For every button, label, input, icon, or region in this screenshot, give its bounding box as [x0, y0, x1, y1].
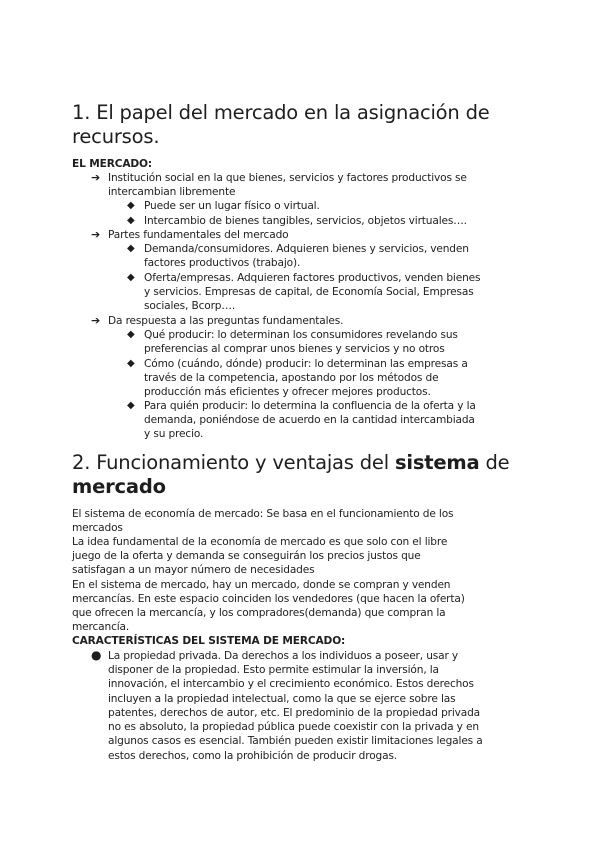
sub-list-item-cont: producción más eficientes y ofrecer mejores productos. [144, 386, 431, 398]
diamond-bullet-icon: ◆ [127, 329, 135, 340]
diamond-bullet-icon: ◆ [127, 272, 135, 283]
sub-list-item-cont: factores productivos (trabajo). [144, 257, 301, 269]
sub-list-item-cont: y su precio. [144, 428, 204, 440]
sub-list-item: Intercambio de bienes tangibles, servicios, objetos virtuales…. [144, 215, 467, 227]
sub-list-item: Demanda/consumidores. Adquieren bienes y servicios, venden [144, 243, 469, 255]
paragraph-line: La idea fundamental de la economía de mercado es que solo con el libre [72, 536, 448, 548]
section1-title: 1. El papel del mercado en la asignación de recursos. [72, 101, 490, 148]
bullet-line: innovación, el intercambio y el crecimiento económico. Estos derechos [108, 678, 474, 690]
list-item: Da respuesta a las preguntas fundamentales. [108, 315, 344, 327]
bullet-line: patentes, derechos de autor, etc. El predominio de la propiedad privada [108, 707, 481, 719]
bullet-line: La propiedad privada. Da derechos a los individuos a poseer, usar y [108, 650, 459, 662]
bullet-line: disponer de la propiedad. Esto permite estimular la inversión, la [108, 664, 439, 676]
sub-list-item-cont: sociales, Bcorp…. [144, 300, 236, 312]
sub-list-item: Qué producir: lo determinan los consumidores revelando sus [144, 329, 458, 341]
paragraph-line: juego de la oferta y demanda se conseguirán los precios justos que [72, 550, 421, 562]
sub-list-item-cont: y servicios. Empresas de capital, de Economía Social, Empresas [144, 286, 474, 298]
arrow-icon: ➔ [91, 314, 101, 327]
paragraph-line: mercados [72, 522, 123, 534]
diamond-bullet-icon: ◆ [127, 243, 135, 254]
paragraph-line: satisfagan a un mayor número de necesidades [72, 564, 315, 576]
sub-list-item: Puede ser un lugar físico o virtual. [144, 200, 320, 212]
arrow-icon: ➔ [91, 228, 101, 241]
diamond-bullet-icon: ◆ [127, 200, 135, 211]
list-item-cont: intercambian libremente [108, 186, 236, 198]
paragraph-line: En el sistema de mercado, hay un mercado, donde se compran y venden [72, 579, 451, 591]
bullet-line: no es absoluto, la propiedad pública puede coexistir con la privada y en [108, 721, 479, 733]
sub-list-item-cont: través de la competencia, apostando por los métodos de [144, 372, 439, 384]
paragraph-line: mercancía. [72, 621, 130, 633]
sub-list-item: Para quién producir: lo determina la confluencia de la oferta y la [144, 400, 476, 412]
arrow-icon: ➔ [91, 171, 101, 184]
list-item: Institución social en la que bienes, servicios y factores productivos se [108, 172, 467, 184]
sub-list-item-cont: demanda, poniéndose de acuerdo en la cantidad intercambiada [144, 414, 475, 426]
paragraph-line: que ofrecen la mercancía, y los compradores(demanda) que compran la [72, 607, 446, 619]
section1-label: EL MERCADO: [72, 158, 152, 170]
bullet-line: algunos casos es esencial. También pueden existir limitaciones legales a [108, 735, 483, 747]
bullet-line: incluyen a la propiedad intelectual, como la que se ejerce sobre las [108, 693, 456, 705]
diamond-bullet-icon: ◆ [127, 400, 135, 411]
sub-list-item-cont: preferencias al comprar unos bienes y servicios y no otros [144, 343, 445, 355]
section2-title: 2. Funcionamiento y ventajas del sistema de mercado [72, 451, 510, 498]
sub-list-item: Oferta/empresas. Adquieren factores productivos, venden bienes [144, 272, 481, 284]
bullet-icon: ● [91, 648, 102, 662]
list-item: Partes fundamentales del mercado [108, 229, 289, 241]
diamond-bullet-icon: ◆ [127, 215, 135, 226]
sub-list-item: Cómo (cuándo, dónde) producir: lo determinan las empresas a [144, 358, 468, 370]
paragraph-line: mercancías. En este espacio coinciden los vendedores (que hacen la oferta) [72, 593, 465, 605]
paragraph-line: El sistema de economía de mercado: Se basa en el funcionamiento de los [72, 508, 454, 520]
bullet-line: estos derechos, como la prohibición de producir drogas. [108, 750, 398, 762]
section2-label: CARACTERÍSTICAS DEL SISTEMA DE MERCADO: [72, 635, 346, 647]
diamond-bullet-icon: ◆ [127, 358, 135, 369]
